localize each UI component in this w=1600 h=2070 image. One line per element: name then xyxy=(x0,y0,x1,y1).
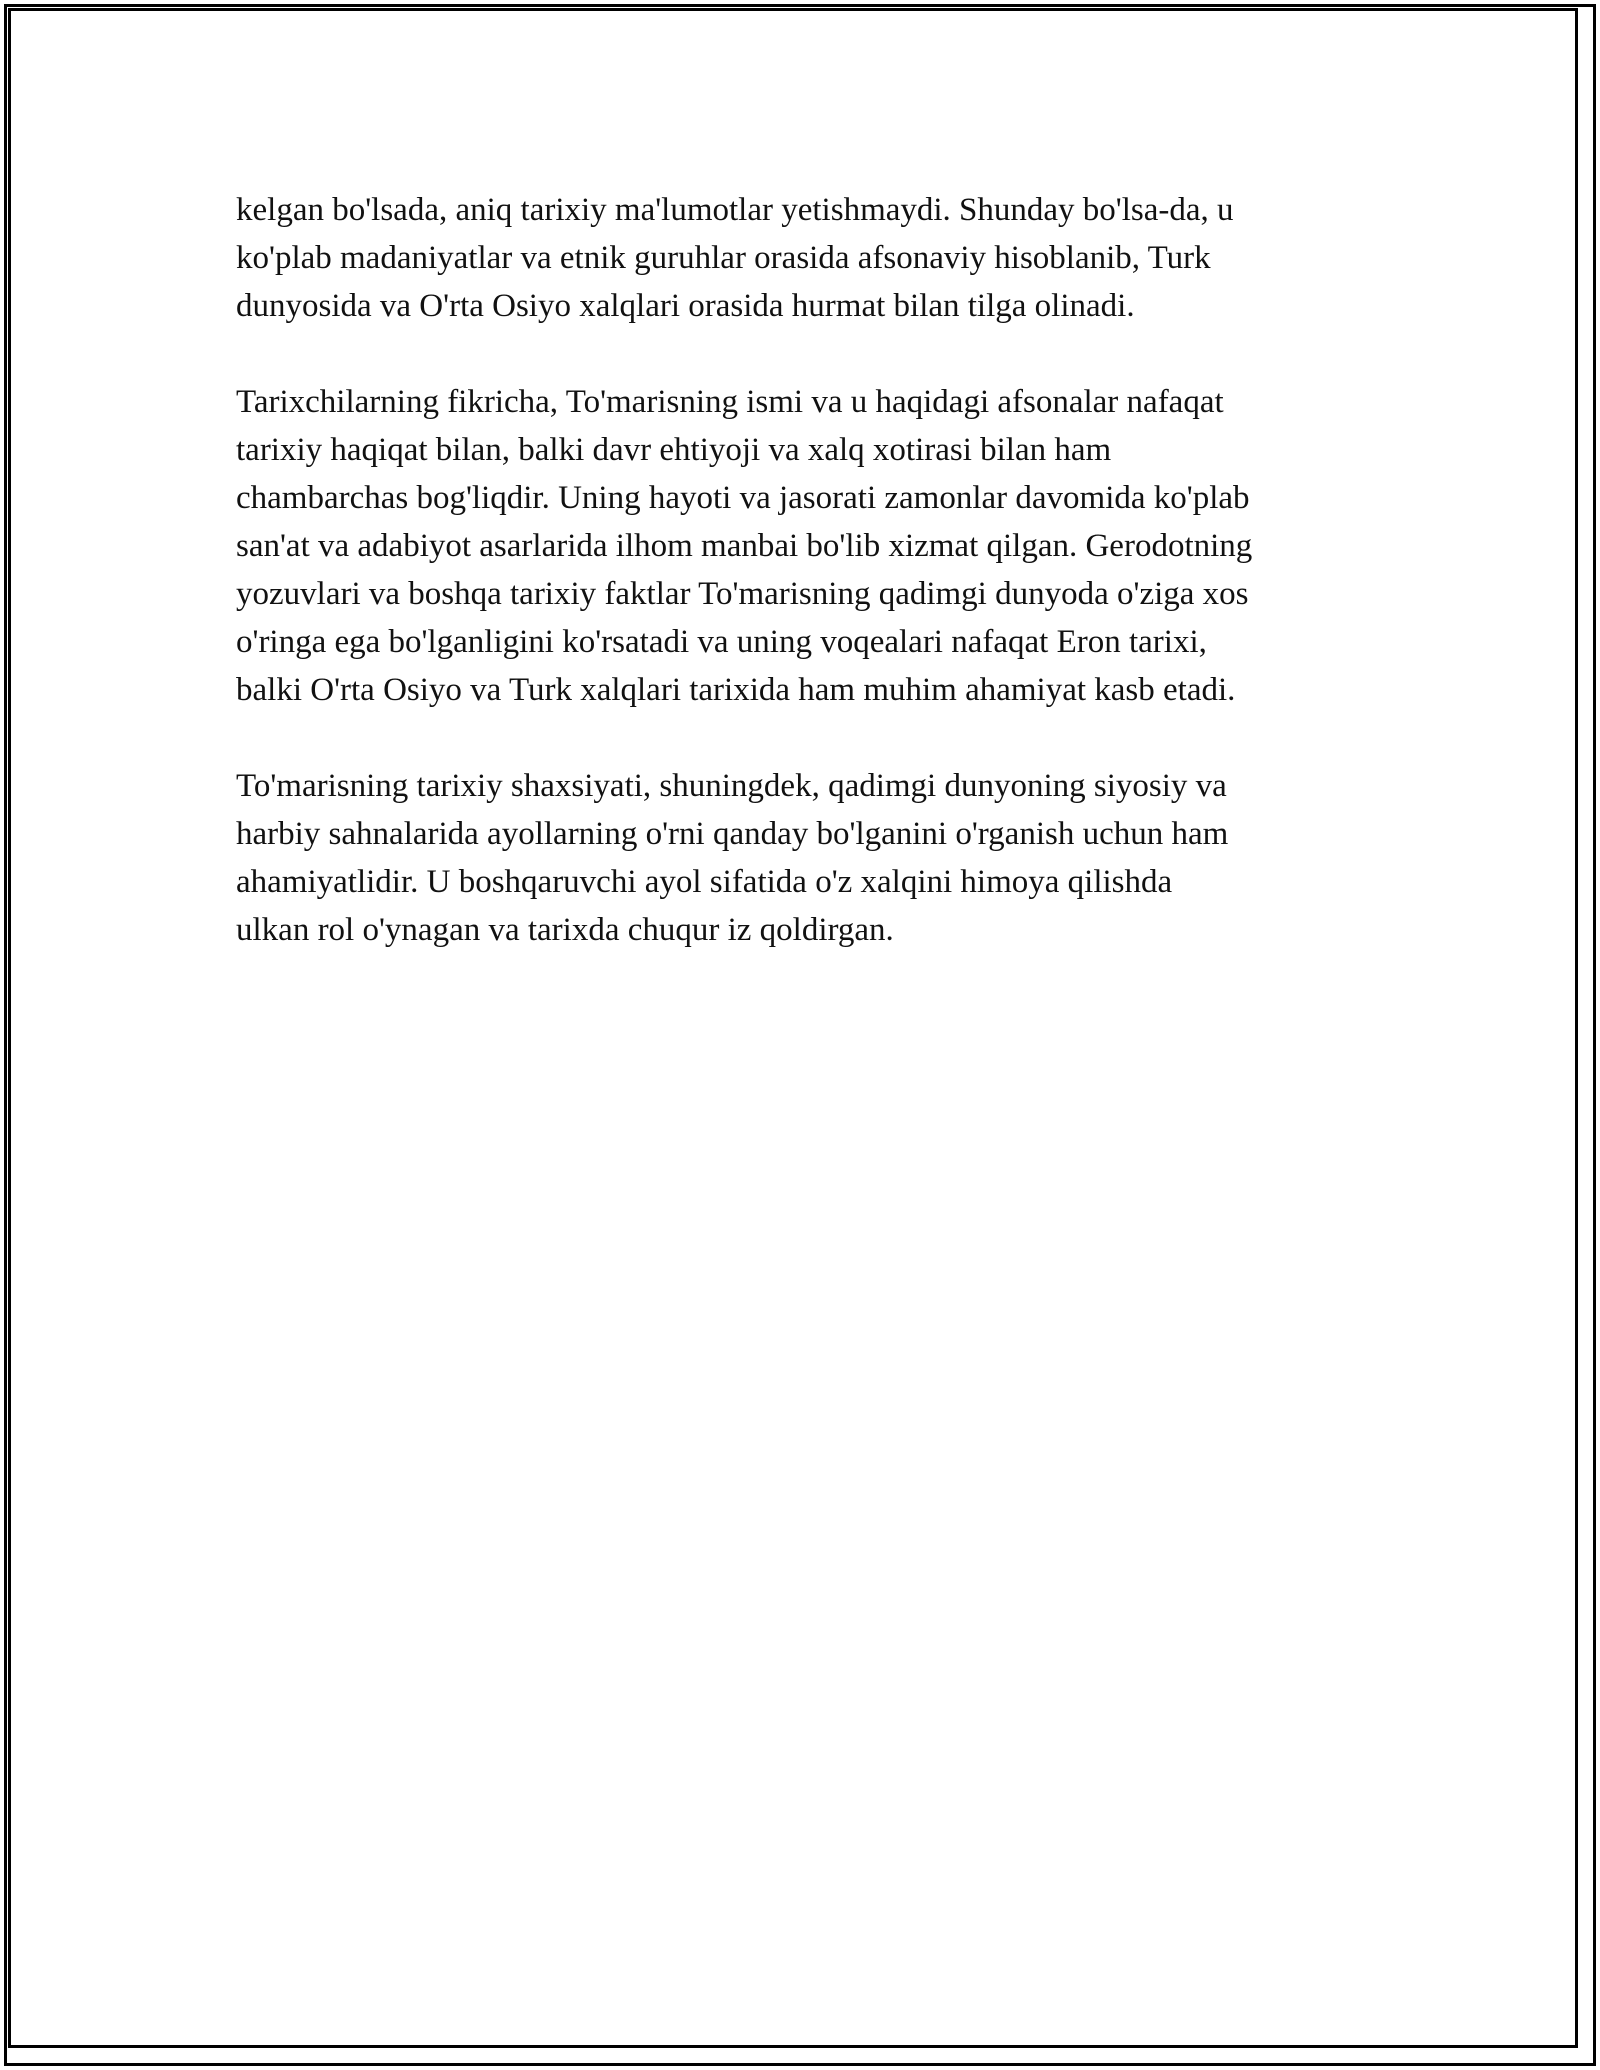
text-line: Tarixchilarning fikricha, To'marisning ismi va u haqidagi afsonalar nafaqat xyxy=(236,384,1224,420)
text-line: ulkan rol o'ynagan va tarixda chuqur iz qoldirgan. xyxy=(236,912,894,948)
text-line: dunyosida va O'rta Osiyo xalqlari orasida hurmat bilan tilga olinadi. xyxy=(236,288,1135,324)
text-line: chambarchas bog'liqdir. Uning hayoti va jasorati zamonlar davomida ko'plab xyxy=(236,480,1250,516)
paragraph-1 xyxy=(236,186,1376,330)
text-line: harbiy sahnalarida ayollarning o'rni qanday bo'lganini o'rganish uchun ham xyxy=(236,816,1229,852)
text-line: tarixiy haqiqat bilan, balki davr ehtiyoji va xalq xotirasi bilan ham xyxy=(236,432,1112,468)
text-line: o'ringa ega bo'lganligini ko'rsatadi va uning voqealari nafaqat Eron tarixi, xyxy=(236,624,1207,660)
text-line: ko'plab madaniyatlar va etnik guruhlar orasida afsonaviy hisoblanib, Turk xyxy=(236,240,1211,276)
text-line: To'marisning tarixiy shaxsiyati, shuningdek, qadimgi dunyoning siyosiy va xyxy=(236,768,1227,804)
paragraph-3 xyxy=(236,762,1376,954)
text-line: ahamiyatlidir. U boshqaruvchi ayol sifatida o'z xalqini himoya qilishda xyxy=(236,864,1173,900)
text-line: kelgan bo'lsada, aniq tarixiy ma'lumotlar yetishmaydi. Shunday bo'lsa-da, u xyxy=(236,192,1234,228)
text-line: balki O'rta Osiyo va Turk xalqlari tarixida ham muhim ahamiyat kasb etadi. xyxy=(236,672,1236,708)
text-line: san'at va adabiyot asarlarida ilhom manbai bo'lib xizmat qilgan. Gerodotning xyxy=(236,528,1253,564)
document-body xyxy=(236,186,1376,1002)
paragraph-2 xyxy=(236,378,1376,714)
text-line: yozuvlari va boshqa tarixiy faktlar To'marisning qadimgi dunyoda o'ziga xos xyxy=(236,576,1249,612)
